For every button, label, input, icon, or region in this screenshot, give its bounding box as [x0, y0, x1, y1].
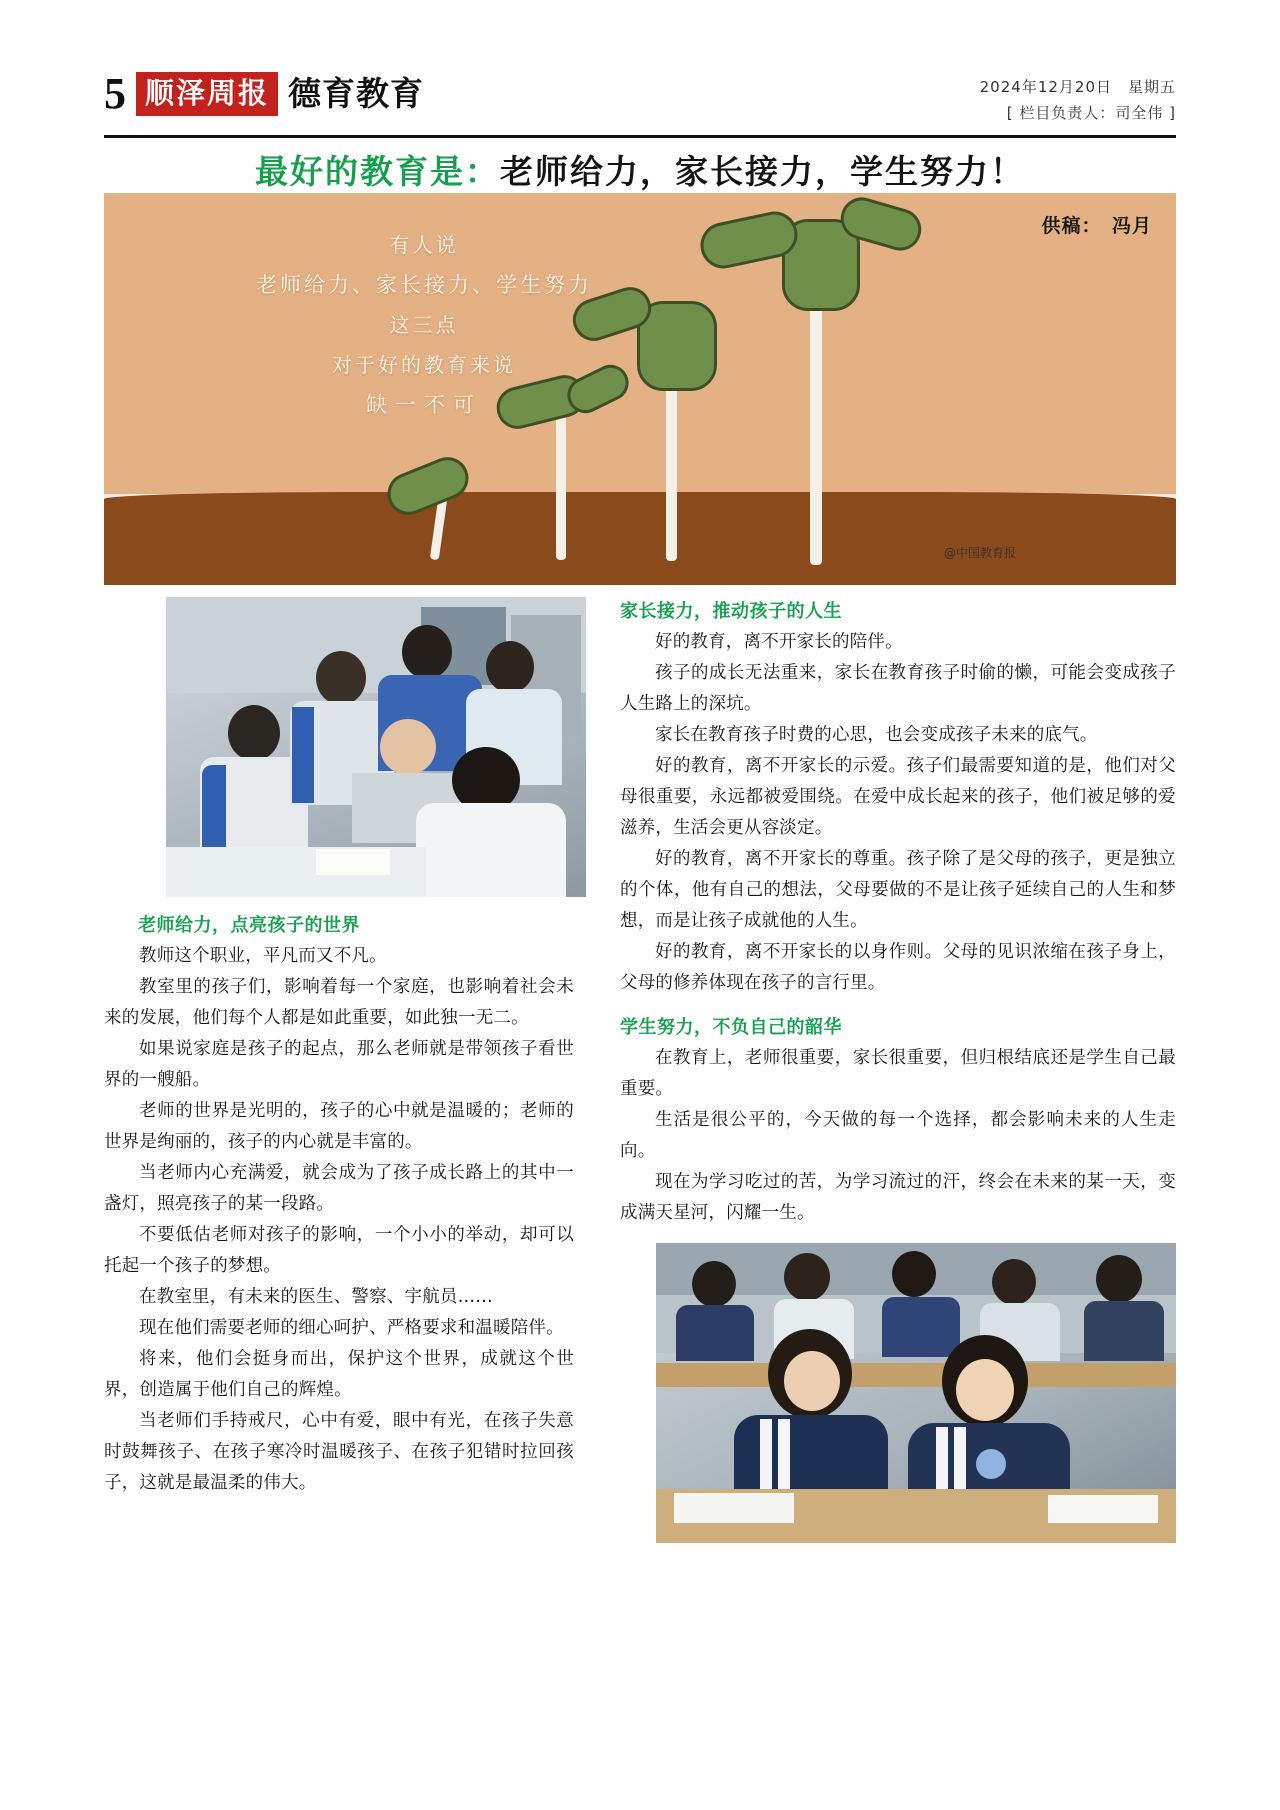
hero-watermark: @中国教育报: [943, 546, 1016, 560]
left-paragraph-8: 现在他们需要老师的细心呵护、严格要求和温暖陪伴。: [139, 1318, 564, 1338]
right-paragraph-4: 好的教育，离不开家长的示爱。孩子们最需要知道的是，他们对父母很重要，永远都被爱围绕。在爱中成长起来的孩子，他们被足够的爱滋养，生活会更从容淡定。: [620, 756, 1176, 838]
left-paragraph-10: 当老师们手持戒尺，心中有爱，眼中有光，在孩子失意时鼓舞孩子、在孩子寒冷时温暖孩子、在孩子犯错时拉回孩子，这就是最温柔的伟大。: [104, 1411, 574, 1493]
left-paragraph-1: 教师这个职业，平凡而又不凡。: [139, 946, 387, 966]
right-paragraph-6: 好的教育，离不开家长的以身作则。父母的见识浓缩在孩子身上，父母的修养体现在孩子的言行里。: [620, 942, 1176, 993]
hero-illustration: [104, 193, 1176, 585]
left-paragraph-3: 如果说家庭是孩子的起点，那么老师就是带领孩子看世界的一艘船。: [104, 1039, 574, 1090]
hero-quote-line-2: 老师给力、家长接力、学生努力: [256, 273, 592, 297]
left-paragraph-4: 老师的世界是光明的，孩子的心中就是温暖的；老师的世界是绚丽的，孩子的内心就是丰富的。: [104, 1101, 574, 1152]
left-paragraph-5: 当老师内心充满爱，就会成为了孩子成长路上的其中一盏灯，照亮孩子的某一段路。: [104, 1163, 574, 1214]
right-paragraph-5: 好的教育，离不开家长的尊重。孩子除了是父母的孩子，更是独立的个体，他有自己的想法，父母要做的不是让孩子延续自己的人生和梦想，而是让孩子成就他的人生。: [620, 849, 1176, 931]
column-editor: [ 栏目负责人：司全伟 ]: [1006, 104, 1176, 122]
right-paragraph-8: 生活是很公平的，今天做的每一个选择，都会影响未来的人生走向。: [620, 1110, 1176, 1161]
page-number: 5: [104, 69, 126, 118]
left-paragraph-2: 教室里的孩子们，影响着每一个家庭，也影响着社会未来的发展，他们每个人都是如此重要，如此独一无二。: [104, 977, 574, 1028]
right-subheading-1: 家长接力，推动孩子的人生: [620, 601, 842, 622]
left-paragraph-7: 在教室里，有未来的医生、警察、宇航员……: [139, 1287, 493, 1307]
publication-date: 2024年12月20日 星期五: [979, 78, 1176, 96]
left-paragraph-9: 将来，他们会挺身而出，保护这个世界，成就这个世界，创造属于他们自己的辉煌。: [104, 1349, 574, 1400]
left-subheading: 老师给力，点亮孩子的世界: [138, 915, 360, 936]
right-paragraph-3: 家长在教育孩子时费的心思，也会变成孩子未来的底气。: [655, 725, 1098, 745]
masthead-right: [980, 76, 1176, 124]
hero-quote-line-5: 缺一不可: [366, 393, 482, 417]
hero-quote-line-3: 这三点: [389, 313, 459, 337]
headline-main: 老师给力，家长接力，学生努力！: [500, 152, 1025, 191]
masthead: [104, 70, 1176, 132]
paper-name-badge: 顺泽周报: [136, 72, 278, 116]
hero-quote-line-1: 有人说: [389, 233, 459, 257]
right-subheading-2: 学生努力，不负自己的韶华: [620, 1017, 842, 1038]
right-column: [620, 597, 1176, 1543]
hero-quote: [214, 225, 634, 425]
soil-band: [104, 499, 1176, 585]
photo-students-in-class: [656, 1243, 1176, 1543]
headline-prefix: 最好的教育是：: [255, 152, 500, 191]
right-paragraph-9: 现在为学习吃过的苦，为学习流过的汗，终会在未来的某一天，变成满天星河，闪耀一生。: [620, 1172, 1176, 1223]
right-paragraph-1: 好的教育，离不开家长的陪伴。: [655, 632, 903, 652]
masthead-divider: [104, 135, 1176, 138]
page-title: [104, 150, 1176, 194]
article-credit: 供稿： 冯月: [1041, 215, 1152, 237]
masthead-left: [104, 70, 424, 118]
photo-teacher-with-students: [166, 597, 586, 897]
right-paragraph-2: 孩子的成长无法重来，家长在教育孩子时偷的懒，可能会变成孩子人生路上的深坑。: [620, 663, 1176, 714]
section-title: 德育教育: [288, 74, 425, 113]
left-column: [104, 597, 574, 1499]
right-paragraph-7: 在教育上，老师很重要，家长很重要，但归根结底还是学生自己最重要。: [620, 1048, 1176, 1099]
left-paragraph-6: 不要低估老师对孩子的影响，一个小小的举动，却可以托起一个孩子的梦想。: [104, 1225, 574, 1276]
hero-quote-line-4: 对于好的教育来说: [332, 353, 516, 377]
